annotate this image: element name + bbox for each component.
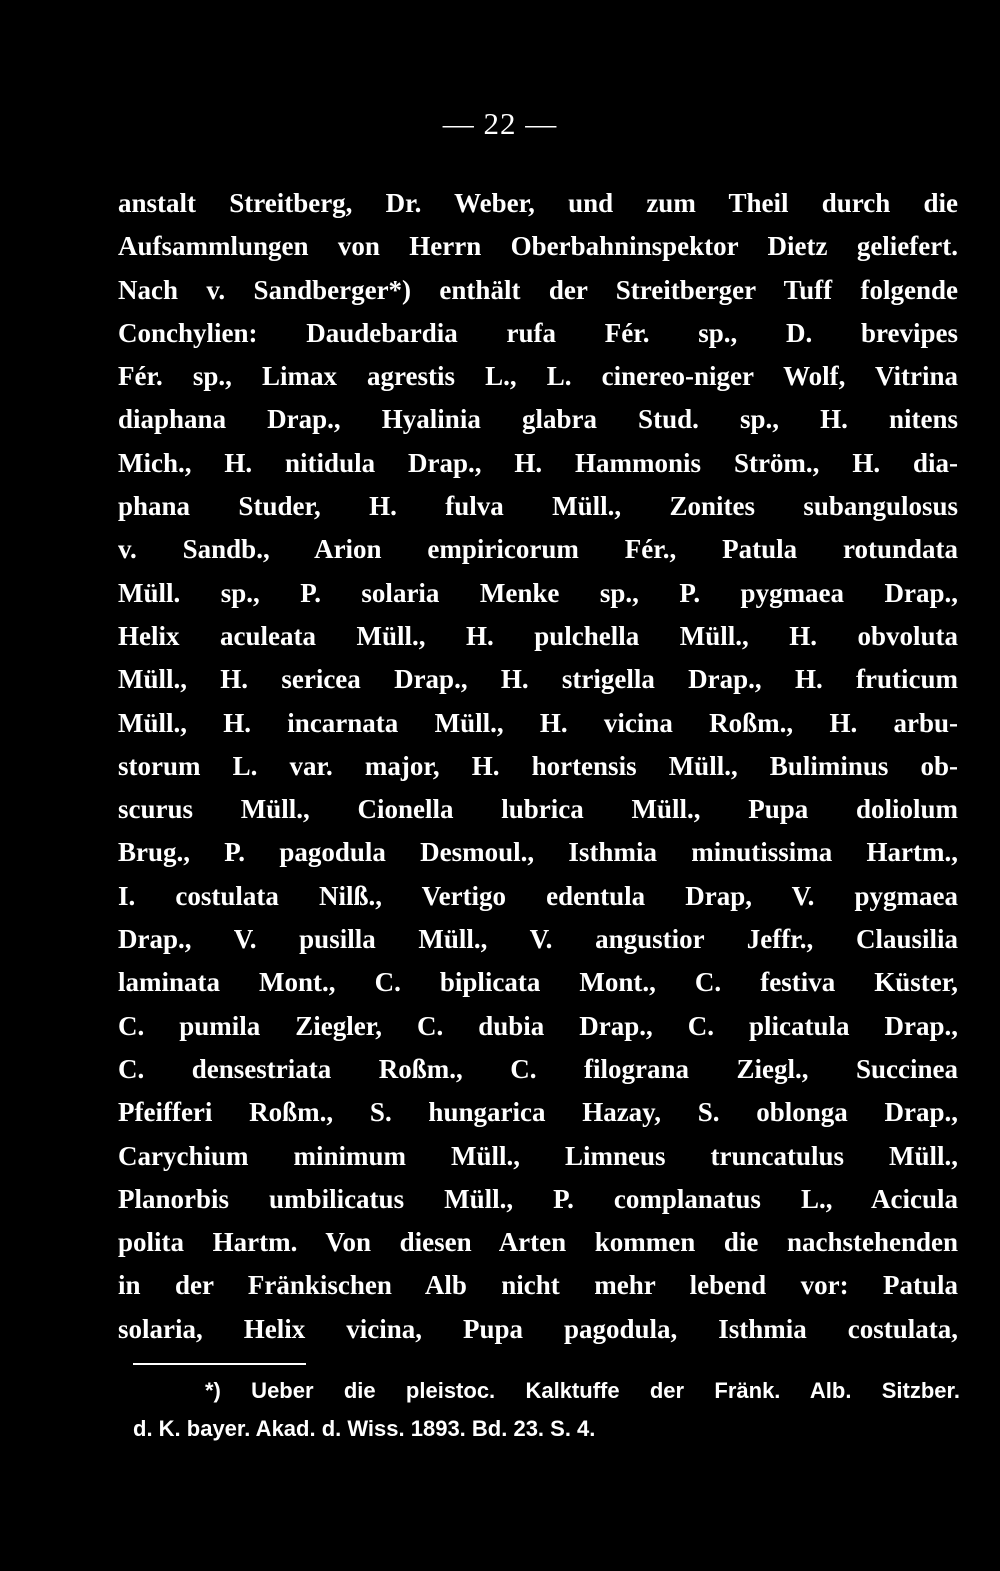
text-line-4: Conchylien: Daudebardia rufa Fér. sp., D. brevipes [118, 317, 958, 348]
text-line-27: solaria, Helix vicina, Pupa pagodula, Isthmia costulata, [118, 1313, 958, 1344]
text-line-26: in der Fränkischen Alb nicht mehr lebend vor: Patula [118, 1270, 958, 1301]
text-line-24: Planorbis umbilicatus Müll., P. complanatus L., Acicula [118, 1183, 958, 1214]
text-line-5: Fér. sp., Limax agrestis L., L. cinereo-niger Wolf, Vitrina [118, 361, 958, 392]
text-line-18: Drap., V. pusilla Müll., V. angustior Jeffr., Clausilia [118, 924, 958, 955]
text-line-20: C. pumila Ziegler, C. dubia Drap., C. plicatula Drap., [118, 1010, 958, 1041]
text-line-1: anstalt Streitberg, Dr. Weber, und zum Theil durch die [118, 188, 958, 218]
footnote-divider [133, 1363, 306, 1365]
text-line-6: diaphana Drap., Hyalinia glabra Stud. sp., H. nitens [118, 404, 958, 435]
footnote-line-1: *) Ueber die pleistoc. Kalktuffe der Fränk. Alb. Sitzber. [205, 1378, 960, 1403]
footnote [133, 1372, 960, 1448]
text-line-17: I. costulata Nilß., Vertigo edentula Drap, V. pygmaea [118, 880, 958, 911]
text-line-15: scurus Müll., Cionella lubrica Müll., Pupa doliolum [118, 794, 958, 825]
text-line-19: laminata Mont., C. biplicata Mont., C. festiva Küster, [118, 967, 958, 998]
text-line-10: Müll. sp., P. solaria Menke sp., P. pygmaea Drap., [118, 577, 958, 608]
text-line-23: Carychium minimum Müll., Limneus truncatulus Müll., [118, 1140, 958, 1171]
main-text [118, 182, 958, 1351]
text-line-13: Müll., H. incarnata Müll., H. vicina Roßm., H. arbu- [118, 707, 958, 738]
text-line-16: Brug., P. pagodula Desmoul., Isthmia minutissima Hartm., [118, 837, 958, 868]
text-line-2: Aufsammlungen von Herrn Oberbahninspektor Dietz geliefert. [118, 231, 958, 262]
footnote-line-2: d. K. bayer. Akad. d. Wiss. 1893. Bd. 23. S. 4. [133, 1416, 596, 1441]
text-line-3: Nach v. Sandberger*) enthält der Streitberger Tuff folgende [118, 274, 958, 305]
text-line-7: Mich., H. nitidula Drap., H. Hammonis Ström., H. dia- [118, 447, 958, 478]
text-line-14: storum L. var. major, H. hortensis Müll., Buliminus ob- [118, 750, 958, 781]
text-line-11: Helix aculeata Müll., H. pulchella Müll., H. obvoluta [118, 620, 958, 651]
page-number: — 22 — [442, 106, 558, 141]
text-line-22: Pfeifferi Roßm., S. hungarica Hazay, S. oblonga Drap., [118, 1097, 958, 1128]
text-line-12: Müll., H. sericea Drap., H. strigella Drap., H. fruticum [118, 664, 958, 695]
text-line-9: v. Sandb., Arion empiricorum Fér., Patula rotundata [118, 534, 958, 565]
text-line-8: phana Studer, H. fulva Müll., Zonites subangulosus [118, 491, 958, 522]
text-line-21: C. densestriata Roßm., C. filograna Ziegl., Succinea [118, 1053, 958, 1084]
text-line-25: polita Hartm. Von diesen Arten kommen die nachstehenden [118, 1227, 958, 1258]
